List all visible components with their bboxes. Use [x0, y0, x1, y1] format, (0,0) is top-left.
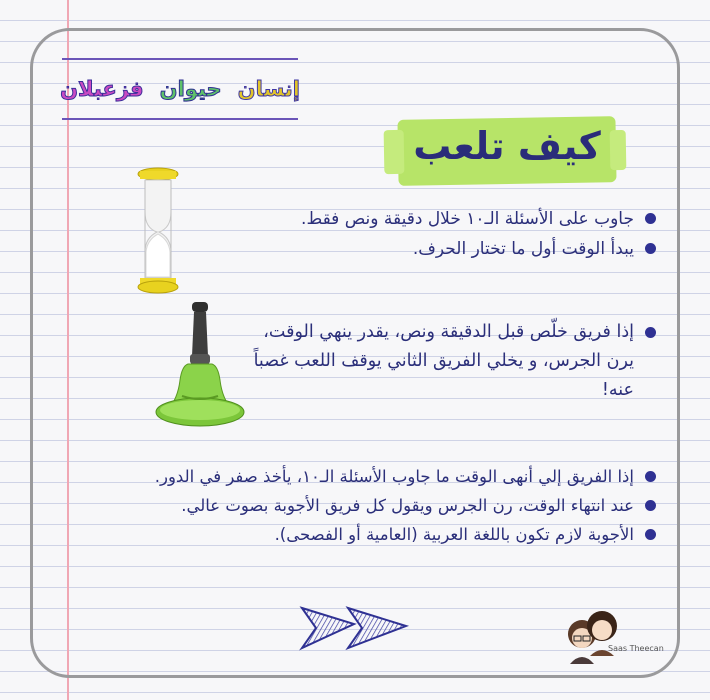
bullet-dot [645, 213, 656, 224]
hourglass-icon [136, 166, 180, 294]
bullet-dot [645, 327, 656, 338]
bell-icon [150, 298, 250, 438]
page-title: كيف تلعب [413, 124, 601, 168]
avatars-logo [560, 604, 650, 668]
list-item [248, 204, 658, 234]
rule-text: عند انتهاء الوقت، رن الجرس ويقول كل فريق الأجوبة بصوت عالي. [181, 496, 634, 515]
bullet-dot [645, 529, 656, 540]
list-item [58, 491, 658, 520]
logo-word-hayawan: حيوان [159, 76, 222, 101]
game-logo [62, 58, 298, 120]
bullet-dot [645, 243, 656, 254]
rule-text: إذا فريق خلّص قبل الدقيقة ونص، يقدر ينهي الوقت، يرن الجرس، و يخلي الفريق الثاني يوقف اللعب غصباً عنه! [253, 322, 634, 400]
logo-separator [227, 69, 233, 109]
brand-name: Saas Theecan [608, 644, 664, 653]
list-item [248, 234, 658, 264]
list-item [238, 318, 658, 405]
list-item [58, 462, 658, 491]
logo-separator [149, 69, 155, 109]
list-item [58, 520, 658, 549]
rule-text: يبدأ الوقت أول ما تختار الحرف. [412, 239, 634, 259]
logo-word-insan: إنسان [237, 76, 300, 101]
double-arrow-icon[interactable] [298, 604, 410, 652]
bullet-dot [645, 500, 656, 511]
rule-text: جاوب على الأسئلة الـ١٠ خلال دقيقة ونص فقط. [301, 209, 634, 229]
rules-list-bell [238, 318, 658, 405]
bullet-dot [645, 471, 656, 482]
logo-word-fazablan: فزعبلان [60, 76, 144, 101]
rule-text: الأجوبة لازم تكون باللغة العربية (العامية أو الفصحى). [274, 525, 634, 544]
rule-text: إذا الفريق إلي أنهى الوقت ما جاوب الأسئلة الـ١٠، يأخذ صفر في الدور. [154, 467, 634, 486]
rules-list-timing [248, 204, 658, 264]
rules-list-scoring [58, 462, 658, 549]
